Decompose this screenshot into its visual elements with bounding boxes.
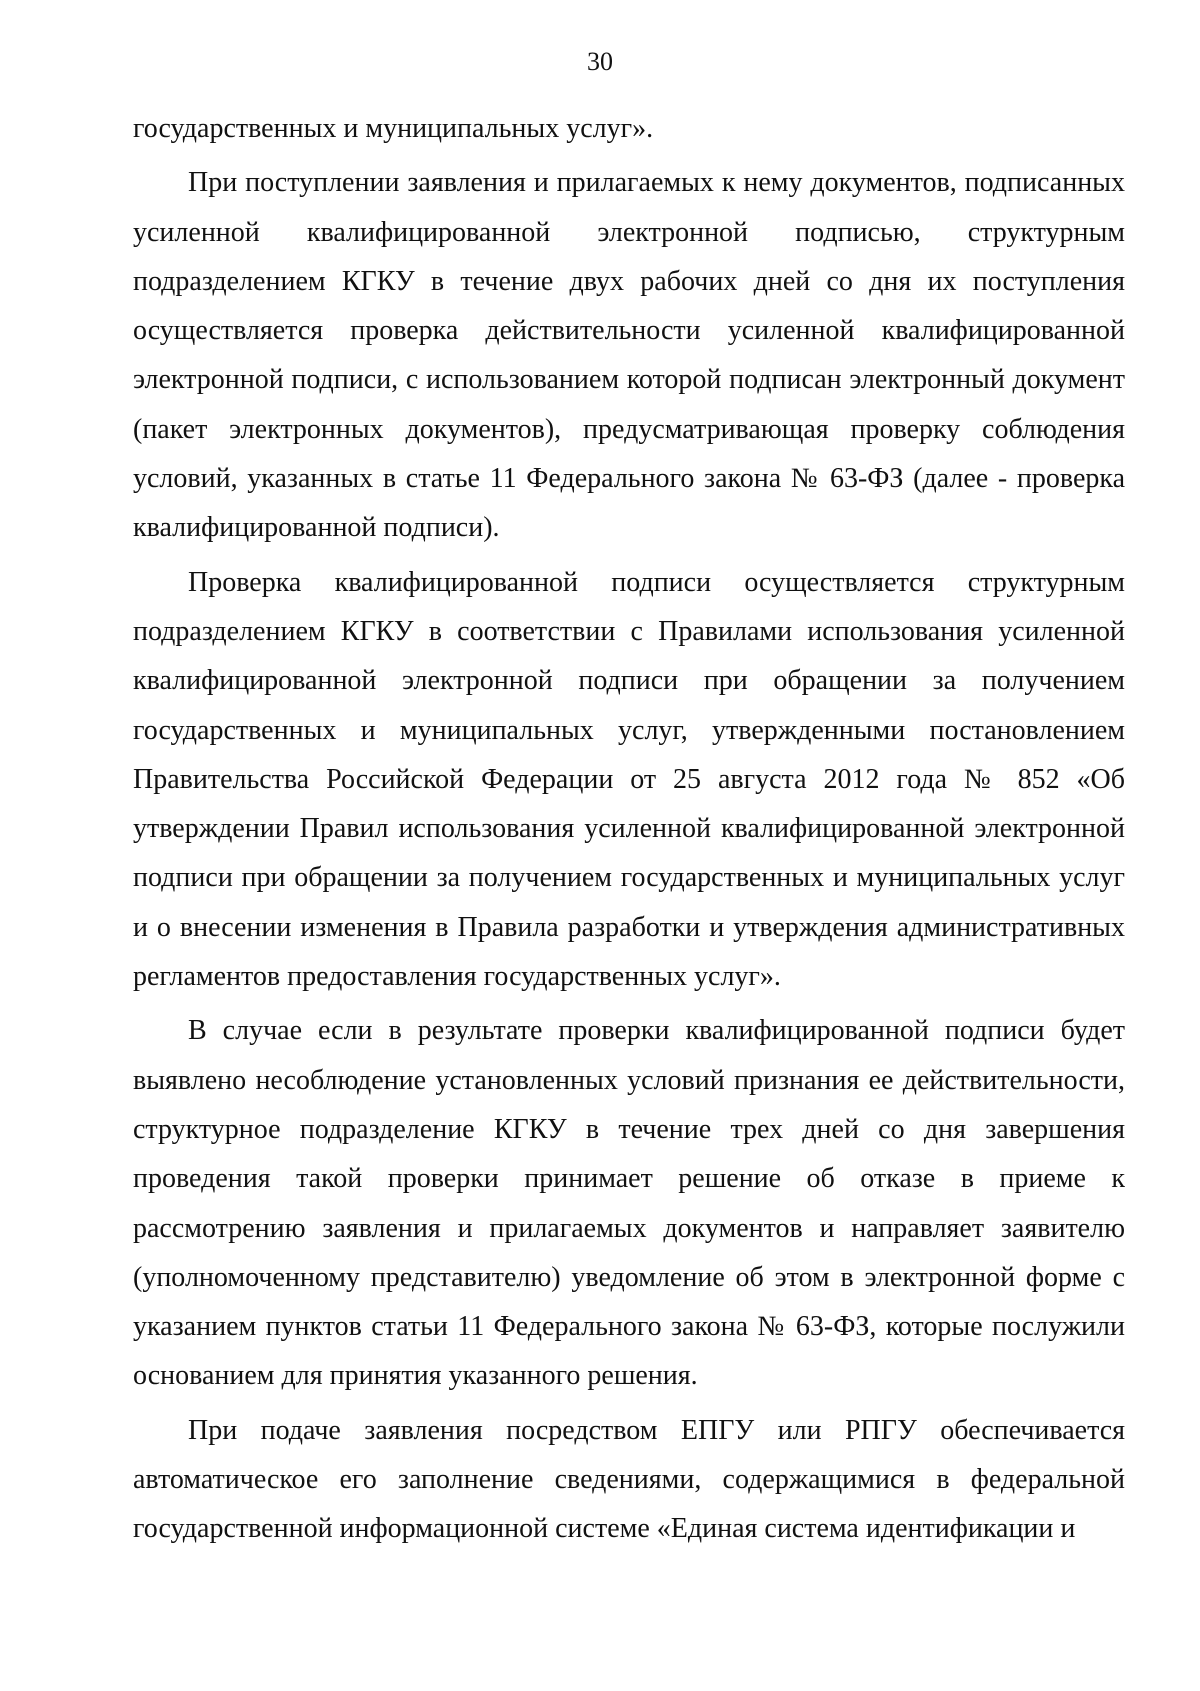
paragraph-verification-rules: Проверка квалифицированной подписи осуществляется структурным подразделением КГКУ в соответствии с Правилами использования усиленной квалифицированной электронной подписи при обращении за получением государственных и муниципальных услуг, утвержденными постановлением Правительства Российской Федерации от 25 августа 2012 года № 852 «Об утверждении Правил использования усиленной квалифицированной электронной подписи при обращении за получением государственных и муниципальных услуг и о внесении изменения в Правила разработки и утверждения административных регламентов предоставления государственных услуг».	[133, 566, 1125, 993]
paragraph-continuation: государственных и муниципальных услуг».	[133, 113, 654, 144]
page-number: 30	[587, 47, 613, 76]
paragraph-signature-verification: При поступлении заявления и прилагаемых к нему документов, подписанных усиленной квалифицированной электронной подписью, структурным подразделением КГКУ в течение двух рабочих дней со дня их поступления осуществляется проверка действительности усиленной квалифицированной электронной подписи, с использованием которой подписан электронный документ (пакет электронных документов), предусматривающая проверку соблюдения условий, указанных в статье 11 Федерального закона № 63-ФЗ (далее - проверка квалифицированной подписи).	[133, 167, 1125, 544]
document-body	[133, 104, 1125, 1554]
paragraph-noncompliance: В случае если в результате проверки квалифицированной подписи будет выявлено несоблюдение установленных условий признания ее действительности, структурное подразделение КГКУ в течение трех дней со дня завершения проведения такой проверки принимает решение об отказе в приеме к рассмотрению заявления и прилагаемых документов и направляет заявителю (уполномоченному представителю) уведомление об этом в электронной форме с указанием пунктов статьи 11 Федерального закона № 63-ФЗ, которые послужили основанием для принятия указанного решения.	[133, 1015, 1125, 1392]
paragraph-epgu-autofill: При подаче заявления посредством ЕПГУ или РПГУ обеспечивается автоматическое его заполнение сведениями, содержащимися в федеральной государственной информационной системе «Единая система идентификации и	[133, 1414, 1125, 1545]
